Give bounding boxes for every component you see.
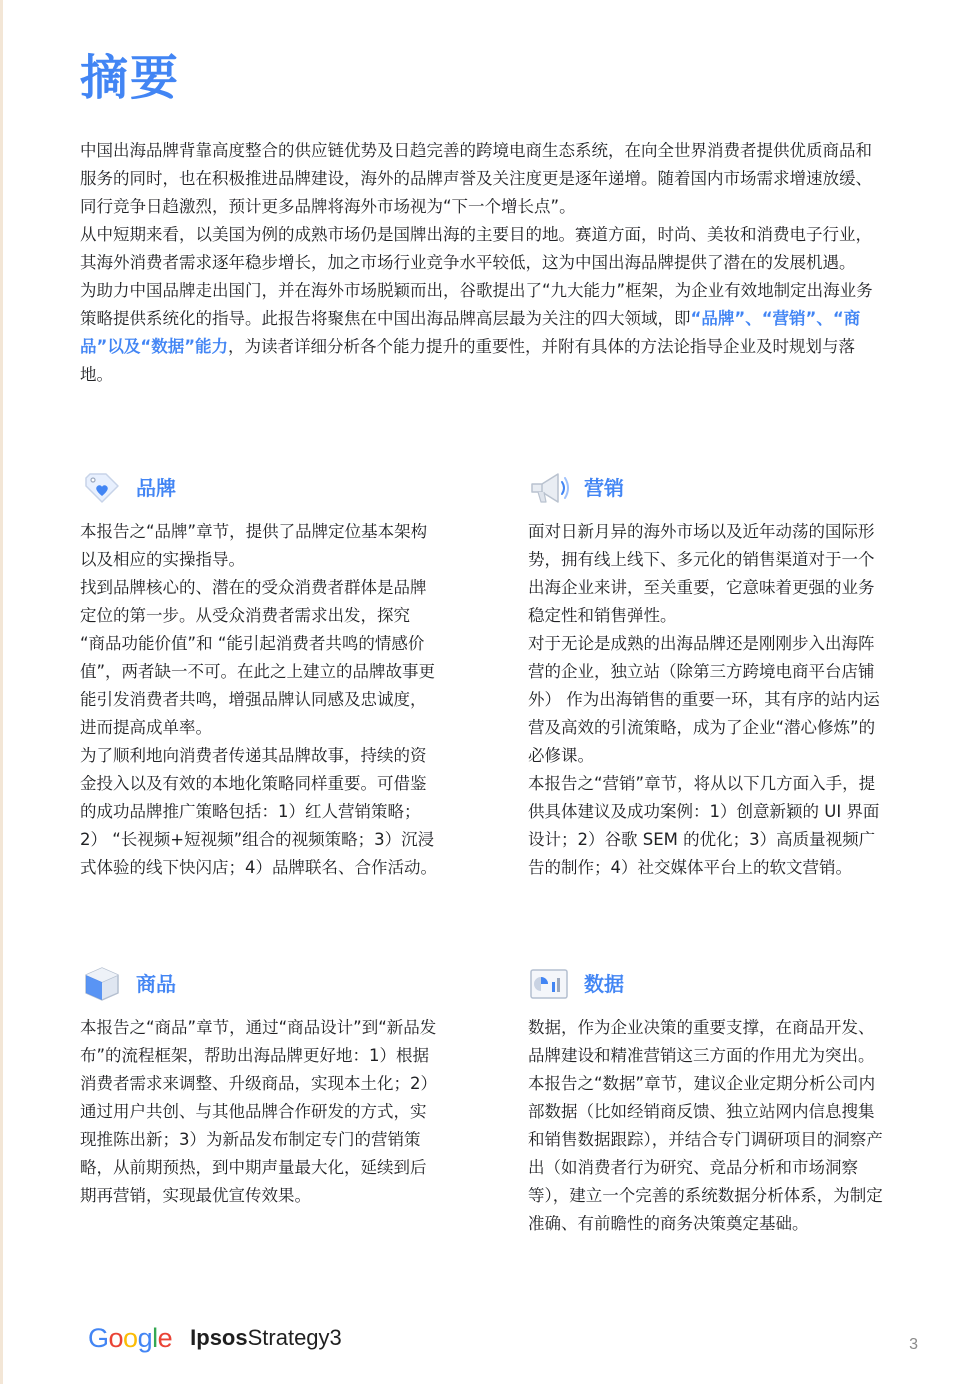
section-data — [528, 964, 888, 1238]
section-marketing-title: 营销 — [584, 476, 624, 500]
four-areas-highlight: “品牌”、“营销”、“商品”以及“数据”能力 — [80, 309, 861, 356]
footer-logos — [88, 1320, 342, 1356]
ipsos-logo-bold: Ipsos — [190, 1325, 248, 1350]
intro-p3-before: 为助力中国品牌走出国门，并在海外市场脱颖而出，谷歌提出了“九大能力”框架，为企业有效地制定出海业务策略提供系统化的指导。此报告将聚焦在中国出海品牌高层最为关注的四大领域，即 — [80, 281, 873, 328]
intro-paragraph-2: 从中短期来看，以美国为例的成熟市场仍是国牌出海的主要目的地。赛道方面，时尚、美妆和消费电子行业，其海外消费者需求逐年稳步增长，加之市场行业竞争水平较低，这为中国出海品牌提供了潜在的发展机遇。 — [80, 225, 872, 272]
google-logo-letter: g — [137, 1322, 153, 1353]
dashboard-chart-icon — [528, 964, 572, 1004]
section-data-title: 数据 — [584, 972, 624, 996]
google-logo — [88, 1323, 172, 1354]
section-data-body — [528, 1014, 888, 1238]
section-marketing-header — [528, 468, 888, 508]
brand-paragraph-2: 找到品牌核心的、潜在的受众消费者群体是品牌定位的第一步。从受众消费者需求出发，探究 “商品功能价值”和 “能引起消费者共鸣的情感价值”，两者缺一不可。在此之上建立的品牌故事更能引发消费者共鸣，增强品牌认同感及忠诚度，进而提高成单率。 — [80, 578, 436, 737]
page-number: 3 — [909, 1336, 918, 1353]
section-marketing-body — [528, 518, 888, 882]
section-product-title: 商品 — [136, 972, 176, 996]
google-logo-letter: l — [152, 1322, 158, 1353]
google-logo-letter: e — [157, 1322, 173, 1353]
section-product-header — [80, 964, 440, 1004]
section-brand-title: 品牌 — [136, 476, 176, 500]
megaphone-icon — [528, 468, 572, 508]
ipsos-logo-rest: Strategy3 — [247, 1325, 342, 1350]
section-brand — [80, 468, 440, 882]
intro-paragraph-1: 中国出海品牌背靠高度整合的供应链优势及日趋完善的跨境电商生态系统，在向全世界消费者提供优质商品和服务的同时，也在积极推进品牌建设，海外的品牌声誉及关注度更是逐年递增。随着国内市场需求增速放缓、同行竞争日趋激烈，预计更多品牌将海外市场视为“下一个增长点”。 — [80, 141, 872, 216]
left-edge-rule — [0, 0, 3, 1384]
product-paragraph-1: 本报告之“商品”章节，通过“商品设计”到“新品发布”的流程框架，帮助出海品牌更好地：1）根据消费者需求来调整、升级商品，实现本土化；2）通过用户共创、与其他品牌合作研发的方式，实现推陈出新；3）为新品发布制定专门的营销策略，从前期预热，到中期声量最大化，延续到后期再营销，实现最优宣传效果。 — [80, 1018, 437, 1205]
section-brand-header — [80, 468, 440, 508]
intro-paragraph-3 — [80, 277, 880, 389]
box-icon — [80, 964, 124, 1004]
intro-text — [80, 137, 880, 389]
section-brand-body — [80, 518, 440, 882]
section-product — [80, 964, 440, 1210]
data-paragraph-2: 本报告之“数据”章节，建议企业定期分析公司内部数据（比如经销商反馈、独立站网内信息搜集和销售数据跟踪），并结合专门调研项目的洞察产出（如消费者行为研究、竞品分析和市场洞察等），建立一个完善的系统数据分析体系，为制定准确、有前瞻性的商务决策奠定基础。 — [528, 1074, 883, 1233]
page-title: 摘要 — [80, 50, 181, 106]
intro-p3-after: ，为读者详细分析各个能力提升的重要性，并附有具体的方法论指导企业及时规划与落地。 — [80, 337, 856, 384]
brand-paragraph-3: 为了顺利地向消费者传递其品牌故事，持续的资金投入以及有效的本地化策略同样重要。可借鉴的成功品牌推广策略包括：1）红人营销策略；2） “长视频+短视频”组合的视频策略；3）沉浸式体验的线下快闪店；4）品牌联名、合作活动。 — [80, 746, 437, 877]
marketing-paragraph-1: 面对日新月异的海外市场以及近年动荡的国际形势，拥有线上线下、多元化的销售渠道对于一个出海企业来讲，至关重要，它意味着更强的业务稳定性和销售弹性。 — [528, 522, 875, 625]
ipsos-strategy3-logo — [190, 1325, 342, 1351]
google-logo-letter: o — [123, 1322, 138, 1353]
marketing-paragraph-2: 对于无论是成熟的出海品牌还是刚刚步入出海阵营的企业，独立站（除第三方跨境电商平台店铺外） 作为出海销售的重要一环，其有序的站内运营及高效的引流策略，成为了企业“潜心修炼”的必修课。 — [528, 634, 880, 765]
brand-paragraph-1: 本报告之“品牌”章节，提供了品牌定位基本架构以及相应的实操指导。 — [80, 522, 428, 569]
section-product-body — [80, 1014, 440, 1210]
tag-heart-icon — [80, 468, 124, 508]
google-logo-letter: o — [108, 1322, 124, 1353]
marketing-paragraph-3: 本报告之“营销”章节，将从以下几方面入手，提供具体建议及成功案例：1）创意新颖的 UI 界面设计；2）谷歌 SEM 的优化；3）高质量视频广告的制作；4）社交媒体平台上的软文营销。 — [528, 774, 880, 877]
section-data-header — [528, 964, 888, 1004]
google-logo-letter: G — [88, 1322, 109, 1353]
data-paragraph-1: 数据，作为企业决策的重要支撑，在商品开发、品牌建设和精准营销这三方面的作用尤为突出。 — [528, 1018, 875, 1065]
section-marketing — [528, 468, 888, 882]
